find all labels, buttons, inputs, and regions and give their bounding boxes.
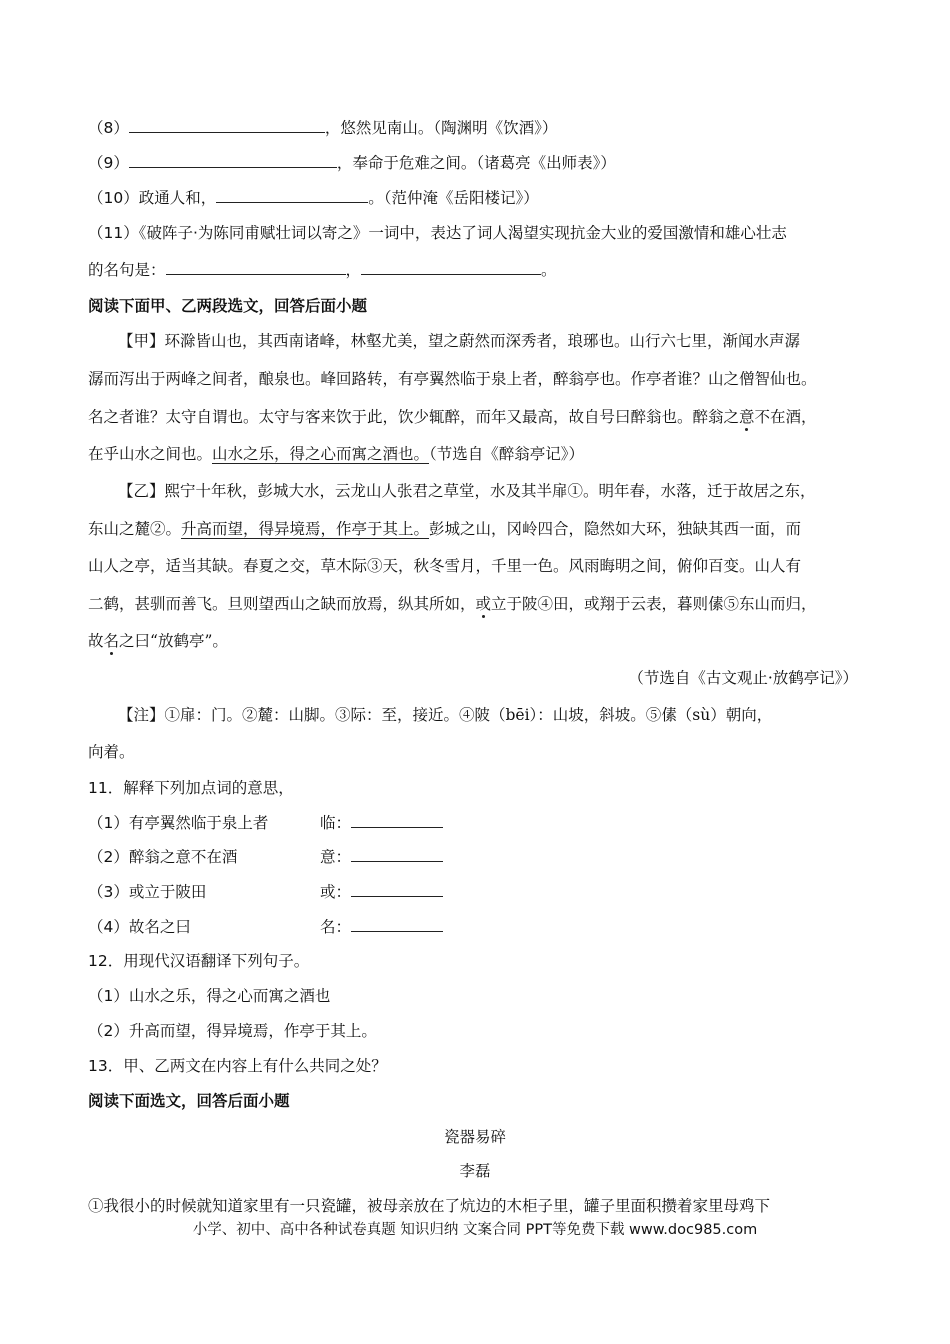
q10-line (88, 187, 539, 209)
yi-line-5 (88, 630, 228, 652)
dotted-word-ming: 名 (103, 632, 120, 650)
jia-line-1: 【甲】环滁皆山也，其西南诸峰，林壑尤美，望之蔚然而深秀者，琅琊也。山行六七里，渐闻水声潺 (118, 332, 801, 350)
jia-line-3-text: 名之者谁？太守自谓也。太守与客来饮于此，饮少辄醉，而年又最高，故自号曰醉翁也。醉翁之 (88, 408, 740, 426)
q11-item-4 (88, 916, 443, 938)
q11-prefix: 的名句是： (88, 261, 166, 279)
yi-line-2-text: 东山之麓②。 (88, 520, 182, 538)
jia-source: （节选自《醉翁亭记》） (429, 445, 585, 463)
jia-line-2: 潺而泻出于两峰之间者，酿泉也。峰回路转，有亭翼然临于泉上者，醉翁亭也。作亭者谁？山之僧智仙也。 (88, 370, 817, 388)
q11-item-1-text: （1）有亭翼然临于泉上者 (88, 814, 269, 832)
article-author: 李磊 (459, 1162, 491, 1180)
yi-underlined-sentence: 升高而望，得异境焉，作亭于其上。 (181, 520, 430, 538)
yi-line-4 (88, 593, 817, 615)
yi-line-5-end: 之曰“放鹤亭”。 (119, 632, 228, 650)
q10-suffix: 。（范仲淹《岳阳楼记》） (368, 189, 539, 207)
q11-item-3 (88, 881, 443, 903)
dotted-word-huo: 或 (475, 595, 492, 613)
q11-item-3-text: （3）或立于陂田 (88, 883, 207, 901)
q11-item-1-word: 临： (320, 814, 352, 832)
yi-line-2-end: 彭城之山，冈岭四合，隐然如大环，独缺其西一面，而 (429, 520, 802, 538)
reading1-heading: 阅读下面甲、乙两段选文，回答后面小题 (88, 297, 368, 315)
footer-text: 小学、初中、高中各种试卷真题 知识归纳 文案合同 PPT等免费下载 www.doc985.com (192, 1222, 758, 1238)
q11-item-2 (88, 846, 443, 868)
notes-line-2: 向着。 (88, 743, 135, 761)
jia-line-3-end: 不在酒， (754, 408, 817, 426)
q8-blank[interactable] (129, 118, 325, 133)
q8-line (88, 117, 557, 139)
q9-suffix: ，奉命于危难之间。（诸葛亮《出师表》） (336, 154, 616, 172)
q11-line-2 (88, 259, 557, 281)
reading2-heading: 阅读下面选文，回答后面小题 (88, 1092, 290, 1110)
q12-item-2: （2）升高而望，得异境焉，作亭于其上。 (88, 1022, 377, 1040)
q11-item-4-word: 名： (320, 918, 352, 936)
q9-number: （9） (88, 154, 129, 172)
q8-suffix: ，悠然见南山。（陶渊明《饮酒》） (324, 119, 558, 137)
yi-line-4-end: 立于陂④田，或翔于云表，暮则傃⑤东山而归， (491, 595, 817, 613)
yi-line-5-text: 故 (88, 632, 104, 650)
q11-item-2-text: （2）醉翁之意不在酒 (88, 848, 238, 866)
article-title: 瓷器易碎 (443, 1128, 506, 1146)
yi-line-4-text: 二鹤，甚驯而善飞。旦则望西山之缺而放焉，纵其所如， (88, 595, 476, 613)
yi-source: （节选自《古文观止·放鹤亭记》） (628, 669, 858, 687)
q11-item-2-blank[interactable] (351, 847, 443, 862)
q11-line-1: （11）《破阵子·为陈同甫赋壮词以寄之》一词中，表达了词人渴望实现抗金大业的爱国激情和雄心壮志 (88, 224, 787, 242)
jia-line-4 (88, 443, 584, 465)
q10-blank[interactable] (216, 188, 368, 203)
q9-blank[interactable] (129, 153, 337, 168)
q11-item-1-blank[interactable] (351, 813, 443, 828)
q11-blank-2[interactable] (361, 260, 541, 275)
q11-item-1 (88, 812, 443, 834)
q10-prefix: （10）政通人和， (88, 189, 217, 207)
q11-item-4-blank[interactable] (351, 917, 443, 932)
q11-item-3-word: 或： (320, 883, 352, 901)
yi-line-3: 山人之亭，适当其缺。春夏之交，草木际③天，秋冬雪月，千里一色。风雨晦明之间，俯仰百变。山人有 (88, 557, 802, 575)
q9-line (88, 152, 616, 174)
article-paragraph-1: ①我很小的时候就知道家里有一只瓷罐，被母亲放在了炕边的木柜子里，罐子里面积攒着家里母鸡下 (88, 1197, 771, 1215)
yi-line-1: 【乙】熙宁十年秋，彭城大水，云龙山人张君之草堂，水及其半扉①。明年春，水落，迁于故居之东， (118, 482, 816, 500)
q13-title: 13．甲、乙两文在内容上有什么共同之处？ (88, 1057, 387, 1075)
yi-line-2 (88, 518, 801, 540)
jia-line-3 (88, 406, 817, 428)
q12-item-1: （1）山水之乐，得之心而寓之酒也 (88, 987, 331, 1005)
jia-underlined-sentence: 山水之乐，得之心而寓之酒也。 (212, 445, 430, 463)
notes-line-1: 【注】①扉：门。②麓：山脚。③际：至，接近。④陂（bēi）：山坡，斜坡。⑤傃（sù）朝向， (118, 706, 773, 724)
q11-comma: ， (345, 261, 362, 279)
q8-number: （8） (88, 119, 129, 137)
q12-title: 12．用现代汉语翻译下列句子。 (88, 952, 310, 970)
q11-blank-1[interactable] (166, 260, 346, 275)
q11-item-3-blank[interactable] (351, 882, 443, 897)
q11-title: 11．解释下列加点词的意思， (88, 779, 294, 797)
dotted-word-yi: 意 (739, 408, 755, 426)
q11-end: 。 (541, 261, 557, 279)
q11-item-2-word: 意： (320, 848, 352, 866)
q11-item-4-text: （4）故名之曰 (88, 918, 191, 936)
jia-line-4-text: 在乎山水之间也。 (88, 445, 213, 463)
